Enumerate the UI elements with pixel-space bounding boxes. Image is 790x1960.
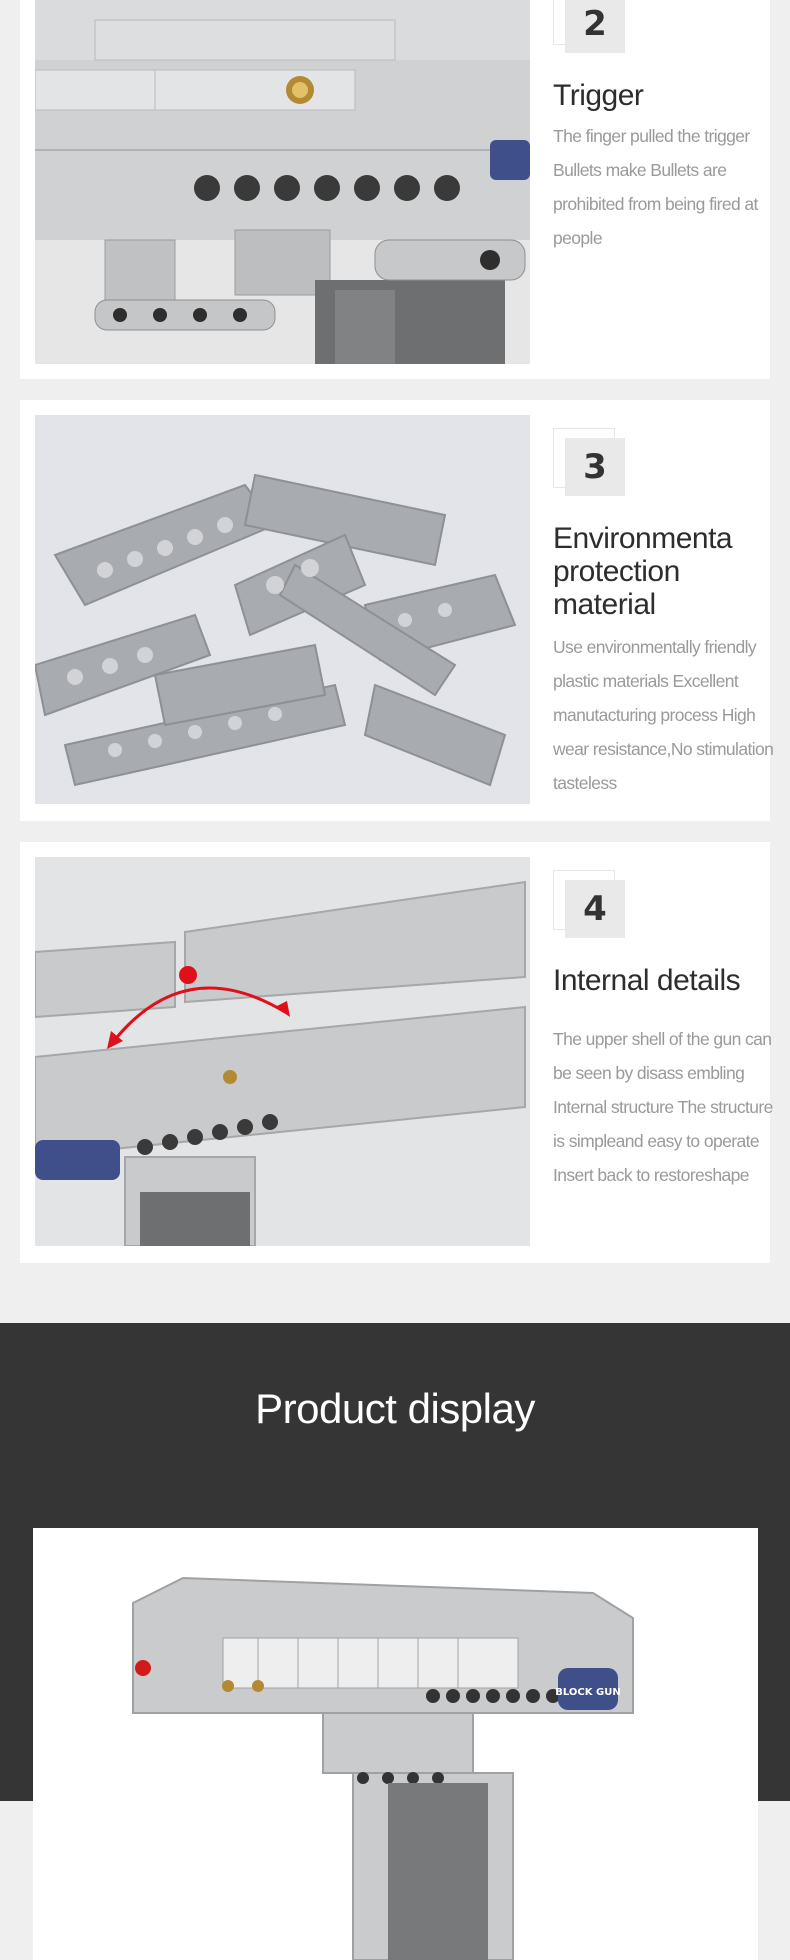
product-display-heading: Product display [255, 1385, 535, 1432]
feature-number: 4 [565, 880, 625, 938]
feature-number-badge [553, 0, 625, 57]
block-gun-logo: BLOCK GUN [555, 1687, 621, 1698]
feature-number: 3 [565, 438, 625, 496]
feature-description: The finger pulled the trigger Bullets make Bullets are prohibited from being fired at people [553, 126, 758, 248]
feature-description: Use environmentally friendly plastic materials Excellent manutacturing process High wear resistance,No stimulation tasteless [553, 637, 774, 793]
feature-description: The upper shell of the gun can be seen by disass embling Internal structure The structure is simpleand easy to operate Insert back to restoreshape [553, 1029, 773, 1185]
feature-title: Internal details [553, 964, 741, 997]
trigger-closeup-image [35, 0, 530, 364]
feature-card-material [20, 400, 774, 821]
feature-card-internal [20, 842, 773, 1263]
feature-title: Trigger [553, 79, 644, 112]
disassembled-gun-image [35, 857, 530, 1246]
feature-title: Environmenta protection material [553, 522, 733, 621]
feature-card-trigger [20, 0, 770, 379]
feature-number-badge [553, 428, 625, 500]
building-bricks-image [35, 415, 530, 804]
feature-number: 2 [565, 0, 625, 53]
product-display-image [33, 1528, 758, 1960]
feature-number-badge [553, 870, 625, 942]
